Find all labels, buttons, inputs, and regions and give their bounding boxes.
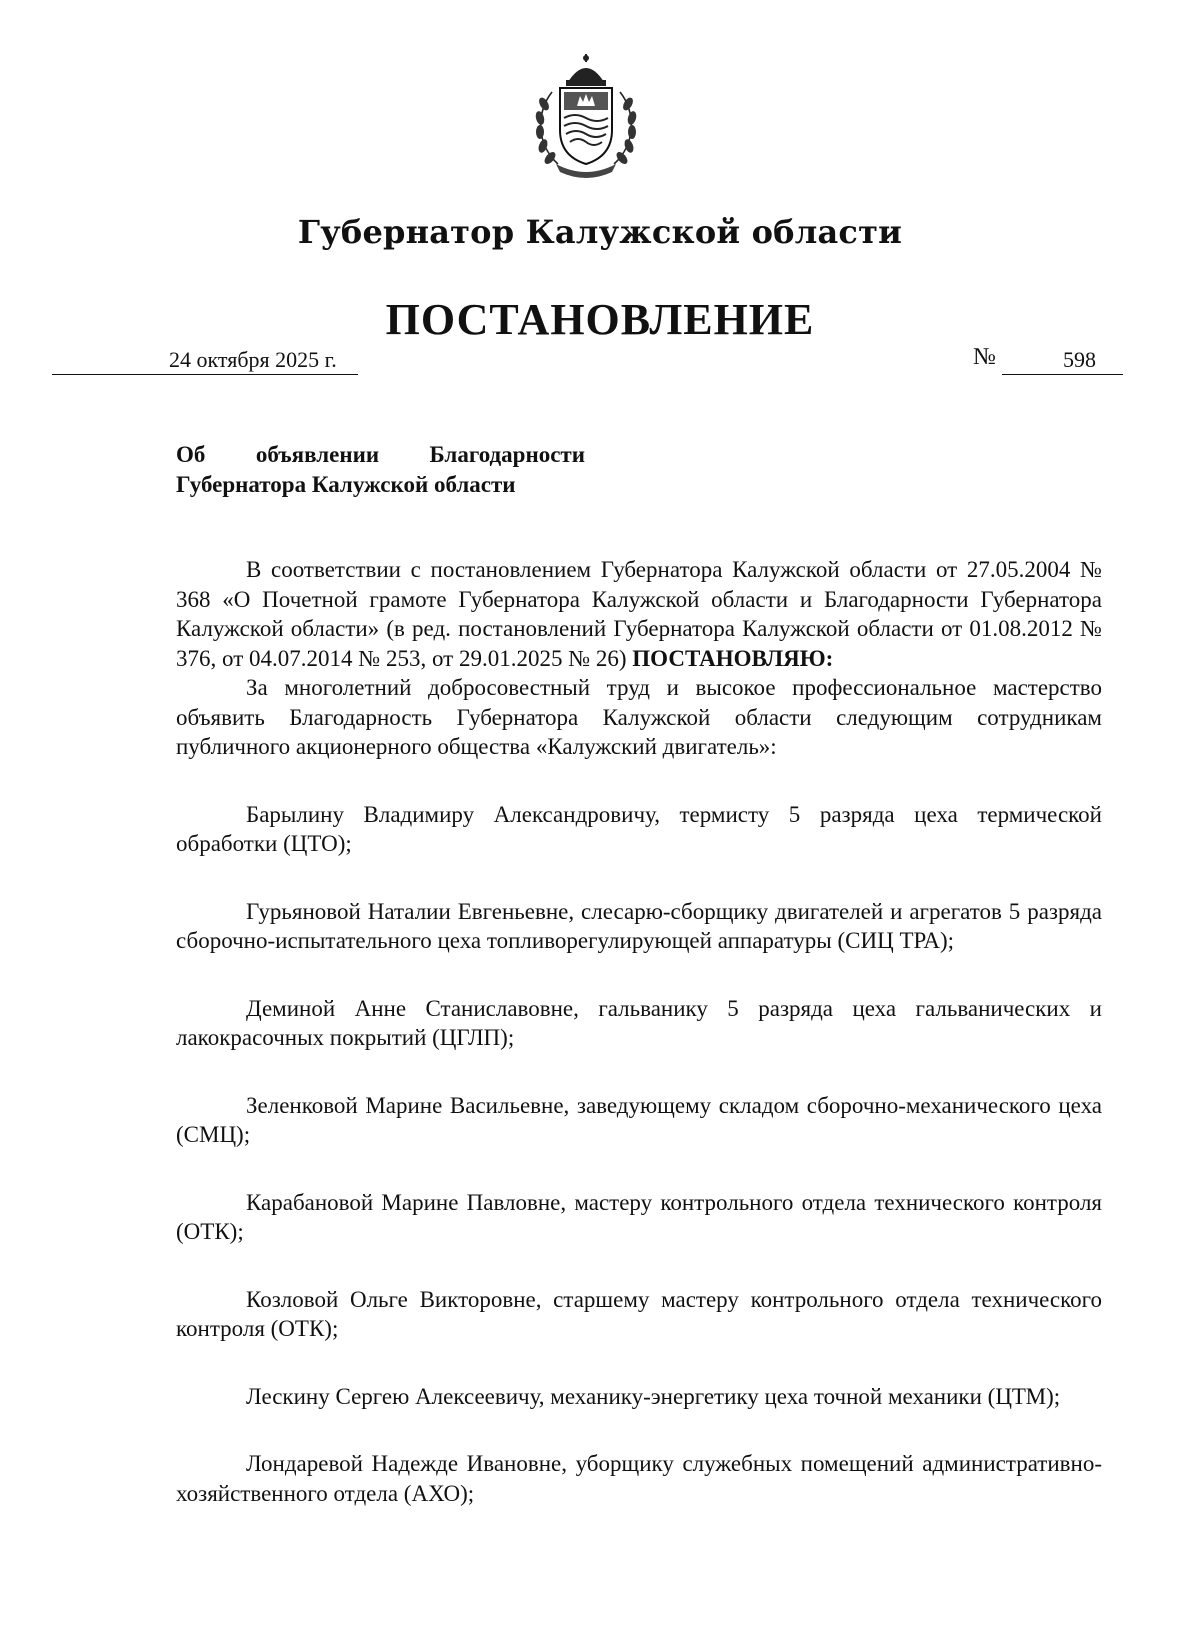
document-type-title: ПОСТАНОВЛЕНИЕ	[385, 295, 815, 344]
document-date: 24 октября 2025 г.	[169, 347, 337, 372]
document-subject	[176, 440, 596, 500]
decree-word: ПОСТАНОВЛЯЮ:	[632, 645, 834, 671]
subject-word-1: Об	[176, 442, 206, 467]
coat-of-arms-emblem	[530, 52, 642, 182]
document-body	[176, 555, 1102, 1508]
document-number: 598	[1063, 347, 1096, 372]
subject-word-2: объявлении	[255, 442, 380, 467]
issuing-authority: Губернатор Калужской области	[297, 213, 903, 251]
subject-line-2: Губернатора Калужской области	[176, 472, 516, 497]
subject-word-3: Благодарности	[429, 442, 585, 467]
recipient-item: Барылину Владимиру Александровичу, термисту 5 разряда цеха термической обработки (ЦТО);	[176, 801, 1102, 856]
intro-paragraph: За многолетний добросовестный труд и высокое профессиональное мастерство объявить Благодарность Губернатора Калужской области следующим сотрудникам публичного акционерного общества «Калужский двигатель»:	[176, 675, 1102, 759]
recipient-item: Карабановой Марине Павловне, мастеру контрольного отдела технического контроля (ОТК);	[176, 1189, 1102, 1244]
recipient-item: Лескину Сергею Алексеевичу, механику-энергетику цеха точной механики (ЦТМ);	[246, 1383, 1061, 1409]
preamble-text: В соответствии с постановлением Губернатора Калужской области от 27.05.2004 № 368 «О Почетной грамоте Губернатора Калужской области и Благодарности Губернатора Калужской области» (в ред. постановлений Губернатора Калужской области от 01.08.2012 № 376, от 04.07.2014 № 253, от 29.01.2025 № 26)	[176, 557, 1102, 671]
recipient-item: Деминой Анне Станиславовне, гальванику 5 разряда цеха гальванических и лакокрасочных покрытий (ЦГЛП);	[176, 995, 1102, 1050]
recipient-item: Зеленковой Марине Васильевне, заведующему складом сборочно-механического цеха (СМЦ);	[176, 1092, 1102, 1147]
preamble-paragraph	[176, 555, 1102, 673]
recipient-item: Лондаревой Надежде Ивановне, уборщику служебных помещений административно-хозяйственного отдела (АХО);	[176, 1451, 1102, 1506]
recipient-item: Гурьяновой Наталии Евгеньевне, слесарю-сборщику двигателей и агрегатов 5 разряда сборочно-испытательного цеха топливорегулирующей аппаратуры (СИЦ ТРА);	[176, 898, 1102, 953]
number-sign: №	[973, 344, 996, 370]
recipient-item: Козловой Ольге Викторовне, старшему мастеру контрольного отдела технического контроля (ОТК);	[176, 1286, 1102, 1341]
